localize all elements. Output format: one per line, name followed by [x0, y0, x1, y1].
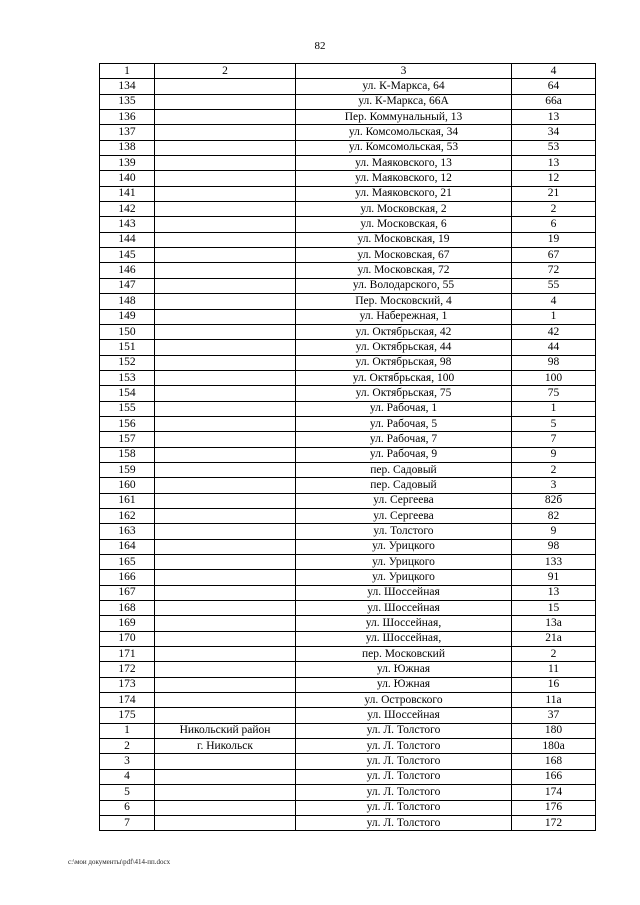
district-cell: [155, 708, 296, 723]
district-cell: [155, 647, 296, 662]
district-cell: [155, 677, 296, 692]
table-row: [100, 94, 596, 109]
street-cell: ул. Рабочая, 1: [296, 401, 512, 416]
street-cell: ул. Шоссейная,: [296, 631, 512, 646]
street-cell: ул. Толстого: [296, 524, 512, 539]
row-number-cell: 146: [100, 263, 155, 278]
table-row: [100, 202, 596, 217]
house-number-cell: 13: [512, 156, 596, 171]
street-cell: ул. Рабочая, 9: [296, 447, 512, 462]
house-number-cell: 34: [512, 125, 596, 140]
street-cell: ул. Октябрьская, 75: [296, 386, 512, 401]
row-number-cell: 159: [100, 462, 155, 477]
house-number-cell: 168: [512, 754, 596, 769]
table-row: [100, 585, 596, 600]
house-number-cell: 98: [512, 539, 596, 554]
row-number-cell: 154: [100, 386, 155, 401]
row-number-cell: 149: [100, 309, 155, 324]
street-cell: ул. Сергеева: [296, 493, 512, 508]
footer-file-path: c:\мои документы\pdf\414-пп.docx: [68, 858, 171, 866]
street-cell: пер. Садовый: [296, 462, 512, 477]
street-cell: ул. Октябрьская, 44: [296, 340, 512, 355]
table-row: [100, 462, 596, 477]
row-number-cell: 7: [100, 815, 155, 830]
district-cell: [155, 140, 296, 155]
row-number-cell: 167: [100, 585, 155, 600]
district-cell: [155, 616, 296, 631]
row-number-cell: 141: [100, 186, 155, 201]
house-number-cell: 11: [512, 662, 596, 677]
row-number-cell: 168: [100, 601, 155, 616]
street-cell: ул. Л. Толстого: [296, 815, 512, 830]
row-number-cell: 6: [100, 800, 155, 815]
street-cell: ул. Островского: [296, 693, 512, 708]
house-number-cell: 1: [512, 309, 596, 324]
table-row: [100, 447, 596, 462]
house-number-cell: 64: [512, 79, 596, 94]
table-row: [100, 416, 596, 431]
row-number-cell: 156: [100, 416, 155, 431]
table-row: [100, 739, 596, 754]
house-number-cell: 75: [512, 386, 596, 401]
row-number-cell: 155: [100, 401, 155, 416]
row-number-cell: 158: [100, 447, 155, 462]
district-cell: [155, 462, 296, 477]
house-number-cell: 7: [512, 432, 596, 447]
table-row: [100, 263, 596, 278]
district-cell: [155, 125, 296, 140]
house-number-cell: 9: [512, 447, 596, 462]
house-number-cell: 16: [512, 677, 596, 692]
district-cell: [155, 401, 296, 416]
row-number-cell: 157: [100, 432, 155, 447]
district-cell: [155, 294, 296, 309]
street-cell: ул. К-Маркса, 64: [296, 79, 512, 94]
district-cell: [155, 340, 296, 355]
house-number-cell: 19: [512, 232, 596, 247]
street-cell: ул. Л. Толстого: [296, 723, 512, 738]
district-cell: [155, 355, 296, 370]
table-row: [100, 555, 596, 570]
row-number-cell: 175: [100, 708, 155, 723]
district-cell: [155, 232, 296, 247]
street-cell: ул. Московская, 67: [296, 248, 512, 263]
table-row: [100, 186, 596, 201]
table-header-row: [100, 64, 596, 79]
table-row: [100, 601, 596, 616]
street-cell: ул. Сергеева: [296, 508, 512, 523]
house-number-cell: 100: [512, 370, 596, 385]
row-number-cell: 166: [100, 570, 155, 585]
house-number-cell: 180а: [512, 739, 596, 754]
district-cell: [155, 508, 296, 523]
row-number-cell: 140: [100, 171, 155, 186]
district-cell: [155, 478, 296, 493]
row-number-cell: 161: [100, 493, 155, 508]
district-cell: [155, 186, 296, 201]
street-cell: ул. Московская, 6: [296, 217, 512, 232]
row-number-cell: 135: [100, 94, 155, 109]
district-cell: [155, 263, 296, 278]
street-cell: ул. Урицкого: [296, 570, 512, 585]
row-number-cell: 2: [100, 739, 155, 754]
street-cell: ул. Комсомольская, 53: [296, 140, 512, 155]
street-cell: ул. Октябрьская, 42: [296, 324, 512, 339]
table-row: [100, 539, 596, 554]
table-row: [100, 785, 596, 800]
street-cell: ул. Набережная, 1: [296, 309, 512, 324]
district-cell: [155, 693, 296, 708]
table-row: [100, 355, 596, 370]
street-cell: ул. Л. Толстого: [296, 739, 512, 754]
row-number-cell: 137: [100, 125, 155, 140]
row-number-cell: 136: [100, 110, 155, 125]
street-cell: ул. Л. Толстого: [296, 785, 512, 800]
street-cell: ул. Шоссейная: [296, 601, 512, 616]
row-number-cell: 174: [100, 693, 155, 708]
district-cell: [155, 248, 296, 263]
house-number-cell: 21а: [512, 631, 596, 646]
row-number-cell: 152: [100, 355, 155, 370]
house-number-cell: 5: [512, 416, 596, 431]
row-number-cell: 134: [100, 79, 155, 94]
street-cell: Пер. Московский, 4: [296, 294, 512, 309]
row-number-cell: 171: [100, 647, 155, 662]
table-row: [100, 309, 596, 324]
street-cell: ул. Московская, 2: [296, 202, 512, 217]
table-row: [100, 616, 596, 631]
house-number-cell: 6: [512, 217, 596, 232]
row-number-cell: 142: [100, 202, 155, 217]
table-row: [100, 140, 596, 155]
table-row: [100, 386, 596, 401]
house-number-cell: 82б: [512, 493, 596, 508]
house-number-cell: 2: [512, 202, 596, 217]
district-cell: [155, 447, 296, 462]
district-cell: [155, 202, 296, 217]
header-cell: 3: [296, 64, 512, 79]
row-number-cell: 3: [100, 754, 155, 769]
row-number-cell: 151: [100, 340, 155, 355]
district-cell: [155, 493, 296, 508]
house-number-cell: 172: [512, 815, 596, 830]
street-cell: пер. Московский: [296, 647, 512, 662]
row-number-cell: 138: [100, 140, 155, 155]
street-cell: Пер. Коммунальный, 13: [296, 110, 512, 125]
street-cell: ул. Урицкого: [296, 555, 512, 570]
district-cell: [155, 754, 296, 769]
house-number-cell: 42: [512, 324, 596, 339]
street-cell: ул. Маяковского, 12: [296, 171, 512, 186]
street-cell: ул. Рабочая, 7: [296, 432, 512, 447]
house-number-cell: 53: [512, 140, 596, 155]
street-cell: ул. К-Маркса, 66А: [296, 94, 512, 109]
district-cell: [155, 524, 296, 539]
street-cell: ул. Московская, 19: [296, 232, 512, 247]
table-row: [100, 693, 596, 708]
table-row: [100, 156, 596, 171]
street-cell: ул. Л. Толстого: [296, 754, 512, 769]
house-number-cell: 55: [512, 278, 596, 293]
house-number-cell: 2: [512, 647, 596, 662]
district-cell: г. Никольск: [155, 739, 296, 754]
house-number-cell: 180: [512, 723, 596, 738]
house-number-cell: 3: [512, 478, 596, 493]
row-number-cell: 172: [100, 662, 155, 677]
row-number-cell: 143: [100, 217, 155, 232]
district-cell: [155, 662, 296, 677]
row-number-cell: 173: [100, 677, 155, 692]
street-cell: ул. Шоссейная,: [296, 616, 512, 631]
table-row: [100, 723, 596, 738]
row-number-cell: 163: [100, 524, 155, 539]
table-row: [100, 401, 596, 416]
row-number-cell: 165: [100, 555, 155, 570]
header-cell: 2: [155, 64, 296, 79]
street-cell: ул. Рабочая, 5: [296, 416, 512, 431]
house-number-cell: 44: [512, 340, 596, 355]
house-number-cell: 12: [512, 171, 596, 186]
house-number-cell: 133: [512, 555, 596, 570]
district-cell: [155, 370, 296, 385]
table-row: [100, 79, 596, 94]
table-row: [100, 217, 596, 232]
table-row: [100, 432, 596, 447]
street-cell: ул. Октябрьская, 100: [296, 370, 512, 385]
street-cell: ул. Маяковского, 21: [296, 186, 512, 201]
table-row: [100, 631, 596, 646]
street-cell: ул. Маяковского, 13: [296, 156, 512, 171]
table-row: [100, 294, 596, 309]
row-number-cell: 139: [100, 156, 155, 171]
row-number-cell: 4: [100, 769, 155, 784]
district-cell: [155, 769, 296, 784]
street-cell: ул. Л. Толстого: [296, 800, 512, 815]
street-cell: ул. Октябрьская, 98: [296, 355, 512, 370]
row-number-cell: 162: [100, 508, 155, 523]
address-table: [99, 63, 596, 831]
district-cell: [155, 800, 296, 815]
table-row: [100, 110, 596, 125]
district-cell: [155, 156, 296, 171]
table-row: [100, 754, 596, 769]
table-row: [100, 647, 596, 662]
street-cell: пер. Садовый: [296, 478, 512, 493]
row-number-cell: 170: [100, 631, 155, 646]
district-cell: [155, 309, 296, 324]
row-number-cell: 145: [100, 248, 155, 263]
street-cell: ул. Московская, 72: [296, 263, 512, 278]
row-number-cell: 148: [100, 294, 155, 309]
header-cell: 4: [512, 64, 596, 79]
street-cell: ул. Комсомольская, 34: [296, 125, 512, 140]
house-number-cell: 72: [512, 263, 596, 278]
house-number-cell: 82: [512, 508, 596, 523]
house-number-cell: 15: [512, 601, 596, 616]
district-cell: [155, 815, 296, 830]
house-number-cell: 13а: [512, 616, 596, 631]
house-number-cell: 2: [512, 462, 596, 477]
house-number-cell: 11а: [512, 693, 596, 708]
street-cell: ул. Южная: [296, 677, 512, 692]
district-cell: [155, 79, 296, 94]
house-number-cell: 166: [512, 769, 596, 784]
district-cell: [155, 585, 296, 600]
table-row: [100, 662, 596, 677]
page-number: 82: [314, 40, 326, 52]
district-cell: [155, 94, 296, 109]
district-cell: [155, 432, 296, 447]
house-number-cell: 98: [512, 355, 596, 370]
house-number-cell: 66а: [512, 94, 596, 109]
table-row: [100, 769, 596, 784]
district-cell: [155, 386, 296, 401]
district-cell: [155, 324, 296, 339]
table-row: [100, 815, 596, 830]
row-number-cell: 1: [100, 723, 155, 738]
table-row: [100, 370, 596, 385]
table-row: [100, 478, 596, 493]
table-row: [100, 524, 596, 539]
header-cell: 1: [100, 64, 155, 79]
table-row: [100, 800, 596, 815]
street-cell: ул. Л. Толстого: [296, 769, 512, 784]
house-number-cell: 174: [512, 785, 596, 800]
table-row: [100, 324, 596, 339]
house-number-cell: 37: [512, 708, 596, 723]
table-row: [100, 232, 596, 247]
house-number-cell: 67: [512, 248, 596, 263]
table-row: [100, 248, 596, 263]
district-cell: [155, 555, 296, 570]
row-number-cell: 153: [100, 370, 155, 385]
district-cell: [155, 110, 296, 125]
district-cell: [155, 217, 296, 232]
row-number-cell: 160: [100, 478, 155, 493]
table-row: [100, 125, 596, 140]
table-row: [100, 570, 596, 585]
row-number-cell: 169: [100, 616, 155, 631]
house-number-cell: 91: [512, 570, 596, 585]
row-number-cell: 147: [100, 278, 155, 293]
row-number-cell: 5: [100, 785, 155, 800]
street-cell: ул. Урицкого: [296, 539, 512, 554]
district-cell: [155, 785, 296, 800]
district-cell: [155, 278, 296, 293]
street-cell: ул. Шоссейная: [296, 708, 512, 723]
district-cell: [155, 416, 296, 431]
table-row: [100, 708, 596, 723]
street-cell: ул. Шоссейная: [296, 585, 512, 600]
row-number-cell: 144: [100, 232, 155, 247]
district-cell: [155, 171, 296, 186]
table-row: [100, 493, 596, 508]
table-row: [100, 171, 596, 186]
house-number-cell: 21: [512, 186, 596, 201]
district-cell: [155, 601, 296, 616]
table-row: [100, 340, 596, 355]
district-cell: [155, 570, 296, 585]
table-row: [100, 508, 596, 523]
row-number-cell: 164: [100, 539, 155, 554]
street-cell: ул. Южная: [296, 662, 512, 677]
district-cell: [155, 539, 296, 554]
district-cell: [155, 631, 296, 646]
table-row: [100, 677, 596, 692]
house-number-cell: 9: [512, 524, 596, 539]
street-cell: ул. Володарского, 55: [296, 278, 512, 293]
house-number-cell: 1: [512, 401, 596, 416]
house-number-cell: 176: [512, 800, 596, 815]
table-row: [100, 278, 596, 293]
district-cell: Никольский район: [155, 723, 296, 738]
house-number-cell: 13: [512, 110, 596, 125]
house-number-cell: 13: [512, 585, 596, 600]
house-number-cell: 4: [512, 294, 596, 309]
row-number-cell: 150: [100, 324, 155, 339]
